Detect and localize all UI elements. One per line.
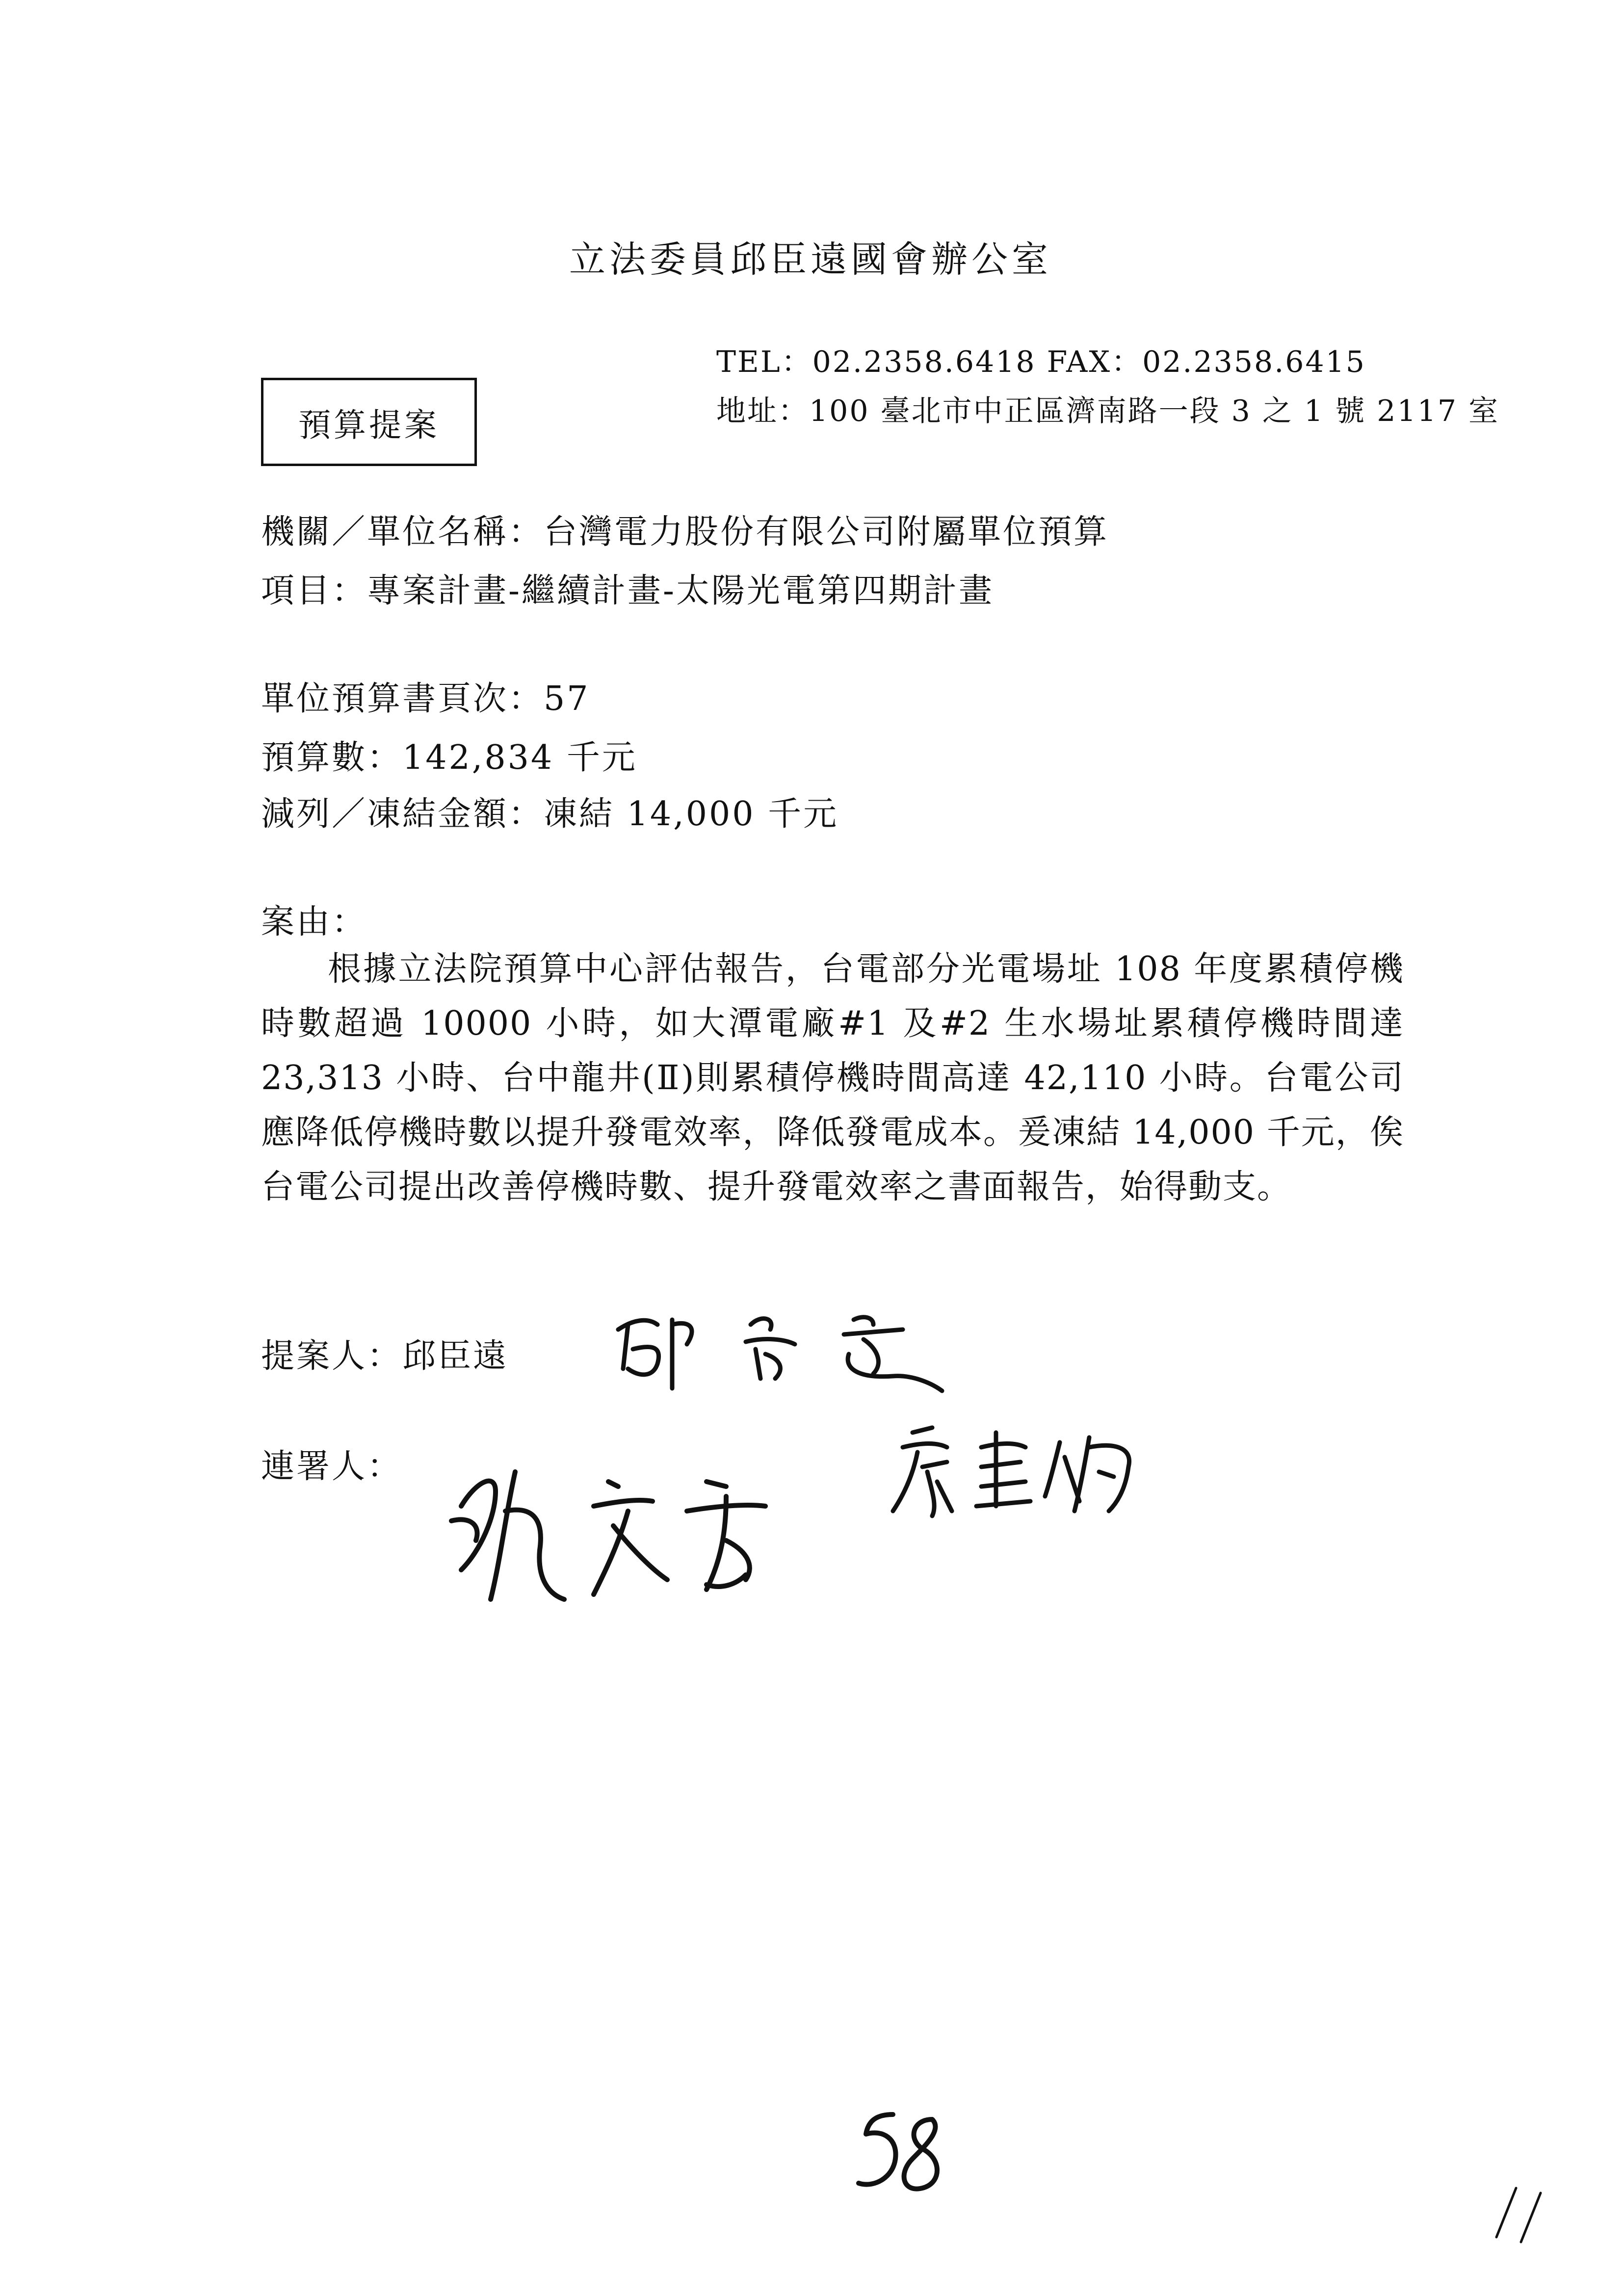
- document-type-box: [261, 378, 477, 466]
- document-type-label: 預算提案: [298, 406, 440, 444]
- cosigner-signature-1: [432, 1452, 824, 1619]
- office-title: 立法委員邱臣遠國會辦公室: [569, 238, 1052, 281]
- cosigner-label: 連署人：: [261, 1447, 403, 1486]
- item-field: 項目：專案計畫-繼續計畫-太陽光電第四期計畫: [261, 572, 994, 610]
- proposer-signature: [599, 1295, 952, 1393]
- corner-mark: [1492, 2183, 1550, 2247]
- page-ref-field: 單位預算書頁次：57: [261, 679, 590, 718]
- reason-body: 根據立法院預算中心評估報告，台電部分光電場址 108 年度累積停機時數超過 10000 小時，如大潭電廠#1 及#2 生水場址累積停機時間達 23,313 小時、台中龍井(Ⅱ)則累積停機時間高達 42,110 小時。台電公司應降低停機時數以提升發電效率，降低發電成本。爰凍結 14,000 千元，俟台電公司提出改善停機時數、提升發電效率之書面報告，始得動支。: [261, 950, 1404, 1206]
- contact-tel-fax: TEL：02.2358.6418 FAX：02.2358.6415: [716, 345, 1366, 379]
- cut-freeze-field: 減列／凍結金額：凍結 14,000 千元: [261, 795, 839, 834]
- agency-field: 機關／單位名稱：台灣電力股份有限公司附屬單位預算: [261, 513, 1109, 551]
- contact-address: 地址：100 臺北市中正區濟南路一段 3 之 1 號 2117 室: [716, 394, 1500, 428]
- reason-label: 案由：: [261, 903, 367, 941]
- budget-field: 預算數：142,834 千元: [261, 738, 637, 777]
- proposer-label: 提案人：邱臣遠: [261, 1337, 509, 1376]
- handwritten-page-number: [844, 2100, 962, 2208]
- cosigner-signature-2: [883, 1413, 1158, 1531]
